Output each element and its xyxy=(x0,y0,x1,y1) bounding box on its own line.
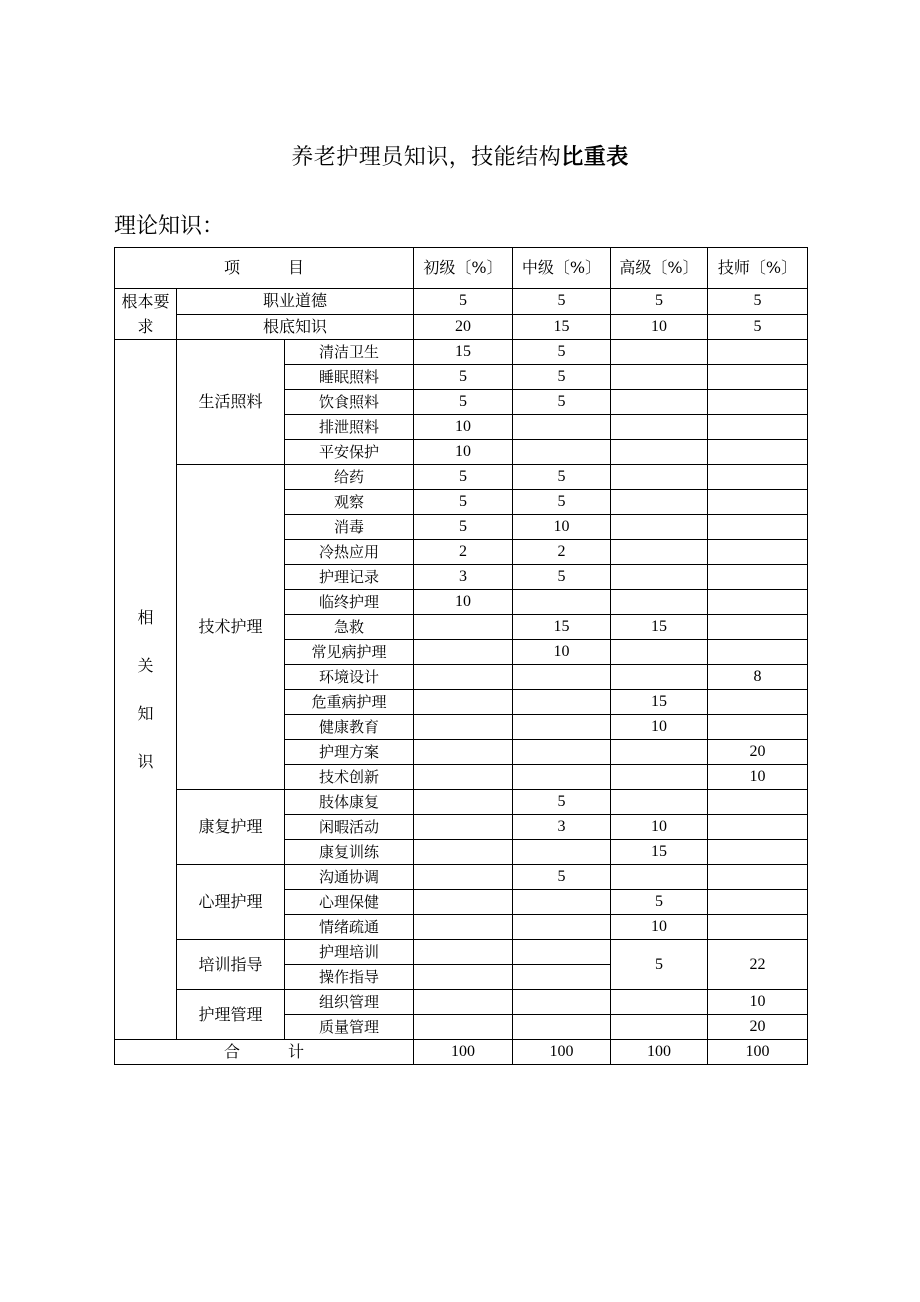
value-cell xyxy=(513,840,611,865)
value-cell xyxy=(513,890,611,915)
subitem-name: 护理记录 xyxy=(285,565,414,590)
subitem-name: 危重病护理 xyxy=(285,690,414,715)
value-cell xyxy=(708,440,808,465)
value-cell xyxy=(611,765,708,790)
subitem-name: 急救 xyxy=(285,615,414,640)
page-title: 养老护理员知识，技能结构比重表 xyxy=(291,145,629,170)
value-cell xyxy=(414,965,513,990)
subitem-name: 清洁卫生 xyxy=(285,340,414,365)
value-cell xyxy=(513,1015,611,1040)
value-cell xyxy=(708,615,808,640)
group-name: 康复护理 xyxy=(177,790,285,865)
value-cell: 5 xyxy=(513,565,611,590)
value-cell xyxy=(611,790,708,815)
vertical-char: 知 xyxy=(137,703,154,723)
value-cell xyxy=(611,490,708,515)
subitem-name: 护理方案 xyxy=(285,740,414,765)
header-item: 项 目 xyxy=(115,248,414,289)
value-cell: 10 xyxy=(414,440,513,465)
value-cell: 2 xyxy=(414,540,513,565)
value-cell xyxy=(611,590,708,615)
value-cell xyxy=(611,1015,708,1040)
value-cell xyxy=(611,990,708,1015)
value-cell: 5 xyxy=(414,289,513,315)
value-cell xyxy=(708,790,808,815)
value-cell xyxy=(414,815,513,840)
value-cell xyxy=(708,840,808,865)
subitem-name: 常见病护理 xyxy=(285,640,414,665)
subitem-name: 情绪疏通 xyxy=(285,915,414,940)
table-row xyxy=(115,865,808,890)
value-cell xyxy=(708,890,808,915)
value-cell xyxy=(414,1015,513,1040)
value-cell: 15 xyxy=(513,615,611,640)
value-cell: 15 xyxy=(611,840,708,865)
value-cell: 5 xyxy=(513,465,611,490)
value-cell: 8 xyxy=(708,665,808,690)
value-cell xyxy=(513,665,611,690)
value-cell: 10 xyxy=(513,640,611,665)
value-cell: 5 xyxy=(708,289,808,315)
value-cell: 15 xyxy=(611,690,708,715)
subitem-name: 沟通协调 xyxy=(285,865,414,890)
subitem-name: 给药 xyxy=(285,465,414,490)
value-cell xyxy=(414,715,513,740)
value-cell xyxy=(611,640,708,665)
value-cell xyxy=(414,840,513,865)
value-cell xyxy=(513,415,611,440)
value-cell xyxy=(708,815,808,840)
subitem-name: 临终护理 xyxy=(285,590,414,615)
subitem-name: 质量管理 xyxy=(285,1015,414,1040)
total-label: 合 计 xyxy=(115,1040,414,1065)
value-cell: 22 xyxy=(708,940,808,990)
value-cell: 10 xyxy=(414,415,513,440)
value-cell: 10 xyxy=(708,765,808,790)
value-cell: 15 xyxy=(611,615,708,640)
value-cell xyxy=(513,965,611,990)
value-cell: 10 xyxy=(611,715,708,740)
value-cell: 100 xyxy=(513,1040,611,1065)
value-cell xyxy=(513,940,611,965)
value-cell xyxy=(513,740,611,765)
value-cell: 3 xyxy=(414,565,513,590)
group-name: 生活照料 xyxy=(177,340,285,465)
value-cell: 5 xyxy=(708,314,808,340)
value-cell xyxy=(611,340,708,365)
group-name: 心理护理 xyxy=(177,865,285,940)
value-cell xyxy=(708,415,808,440)
value-cell: 10 xyxy=(708,990,808,1015)
group-name: 技术护理 xyxy=(177,465,285,790)
value-cell xyxy=(611,665,708,690)
value-cell xyxy=(513,440,611,465)
value-cell xyxy=(708,715,808,740)
subitem-name: 康复训练 xyxy=(285,840,414,865)
subitem-name: 肢体康复 xyxy=(285,790,414,815)
value-cell: 15 xyxy=(513,314,611,340)
subitem-name: 饮食照料 xyxy=(285,390,414,415)
value-cell: 5 xyxy=(513,390,611,415)
value-cell: 15 xyxy=(414,340,513,365)
value-cell xyxy=(513,915,611,940)
value-cell xyxy=(513,990,611,1015)
value-cell: 5 xyxy=(513,790,611,815)
vertical-char: 关 xyxy=(137,655,154,675)
value-cell xyxy=(611,415,708,440)
value-cell xyxy=(708,915,808,940)
value-cell: 100 xyxy=(708,1040,808,1065)
value-cell xyxy=(414,615,513,640)
value-cell xyxy=(708,865,808,890)
value-cell: 20 xyxy=(414,314,513,340)
value-cell xyxy=(611,565,708,590)
value-cell: 2 xyxy=(513,540,611,565)
value-cell xyxy=(414,765,513,790)
table-row xyxy=(115,940,808,965)
value-cell xyxy=(414,940,513,965)
value-cell: 5 xyxy=(611,940,708,990)
subitem-name: 冷热应用 xyxy=(285,540,414,565)
value-cell: 5 xyxy=(414,390,513,415)
value-cell xyxy=(414,915,513,940)
header-level: 高级〔%〕 xyxy=(611,248,708,289)
subitem-name: 技术创新 xyxy=(285,765,414,790)
header-row xyxy=(115,248,808,289)
value-cell xyxy=(708,540,808,565)
value-cell: 20 xyxy=(708,740,808,765)
value-cell xyxy=(513,690,611,715)
table-row xyxy=(115,314,808,340)
subitem-name: 平安保护 xyxy=(285,440,414,465)
value-cell xyxy=(708,390,808,415)
section-heading: 理论知识： xyxy=(114,214,225,239)
header-level: 技师〔%〕 xyxy=(708,248,808,289)
vertical-char: 识 xyxy=(137,751,154,771)
value-cell: 5 xyxy=(414,515,513,540)
value-cell xyxy=(611,365,708,390)
value-cell xyxy=(708,465,808,490)
value-cell xyxy=(611,465,708,490)
value-cell xyxy=(611,440,708,465)
value-cell xyxy=(708,690,808,715)
value-cell: 5 xyxy=(414,490,513,515)
subitem-name: 环境设计 xyxy=(285,665,414,690)
subitem-name: 排泄照料 xyxy=(285,415,414,440)
subitem-name: 护理培训 xyxy=(285,940,414,965)
value-cell: 5 xyxy=(414,465,513,490)
value-cell xyxy=(708,640,808,665)
value-cell: 3 xyxy=(513,815,611,840)
value-cell xyxy=(414,665,513,690)
value-cell: 10 xyxy=(611,815,708,840)
value-cell: 10 xyxy=(611,915,708,940)
value-cell: 10 xyxy=(611,314,708,340)
value-cell xyxy=(414,890,513,915)
value-cell xyxy=(414,790,513,815)
value-cell xyxy=(414,990,513,1015)
group-name: 护理管理 xyxy=(177,990,285,1040)
value-cell: 5 xyxy=(611,289,708,315)
table-row xyxy=(115,990,808,1015)
value-cell xyxy=(414,865,513,890)
value-cell xyxy=(708,515,808,540)
table-row xyxy=(115,465,808,490)
value-cell: 20 xyxy=(708,1015,808,1040)
value-cell: 5 xyxy=(513,490,611,515)
value-cell: 10 xyxy=(414,590,513,615)
value-cell xyxy=(708,590,808,615)
subitem-name: 健康教育 xyxy=(285,715,414,740)
total-row xyxy=(115,1040,808,1065)
table-row xyxy=(115,340,808,365)
vertical-char: 相 xyxy=(137,607,154,627)
value-cell: 5 xyxy=(513,865,611,890)
basic-requirement-label: 根本要求 xyxy=(115,289,177,340)
value-cell xyxy=(513,715,611,740)
subitem-name: 消毒 xyxy=(285,515,414,540)
value-cell xyxy=(708,365,808,390)
value-cell xyxy=(513,765,611,790)
value-cell xyxy=(708,490,808,515)
value-cell xyxy=(611,390,708,415)
value-cell xyxy=(414,640,513,665)
value-cell: 5 xyxy=(513,365,611,390)
value-cell: 5 xyxy=(414,365,513,390)
subitem-name: 操作指导 xyxy=(285,965,414,990)
value-cell xyxy=(414,740,513,765)
subitem-name: 闲暇活动 xyxy=(285,815,414,840)
value-cell: 5 xyxy=(611,890,708,915)
value-cell xyxy=(513,590,611,615)
skill-weight-table xyxy=(114,247,808,1065)
value-cell: 100 xyxy=(611,1040,708,1065)
value-cell xyxy=(414,690,513,715)
value-cell: 10 xyxy=(513,515,611,540)
value-cell xyxy=(611,740,708,765)
table-row xyxy=(115,289,808,315)
subitem-name: 观察 xyxy=(285,490,414,515)
subitem-name: 心理保健 xyxy=(285,890,414,915)
value-cell xyxy=(611,515,708,540)
header-level: 初级〔%〕 xyxy=(414,248,513,289)
subitem-name: 睡眠照料 xyxy=(285,365,414,390)
value-cell: 100 xyxy=(414,1040,513,1065)
value-cell xyxy=(708,565,808,590)
item-name: 职业道德 xyxy=(177,289,414,315)
group-name: 培训指导 xyxy=(177,940,285,990)
value-cell xyxy=(611,865,708,890)
item-name: 根底知识 xyxy=(177,314,414,340)
value-cell: 5 xyxy=(513,340,611,365)
value-cell xyxy=(708,340,808,365)
value-cell xyxy=(611,540,708,565)
header-level: 中级〔%〕 xyxy=(513,248,611,289)
table-row xyxy=(115,790,808,815)
subitem-name: 组织管理 xyxy=(285,990,414,1015)
value-cell: 5 xyxy=(513,289,611,315)
related-knowledge-label xyxy=(115,340,177,1040)
